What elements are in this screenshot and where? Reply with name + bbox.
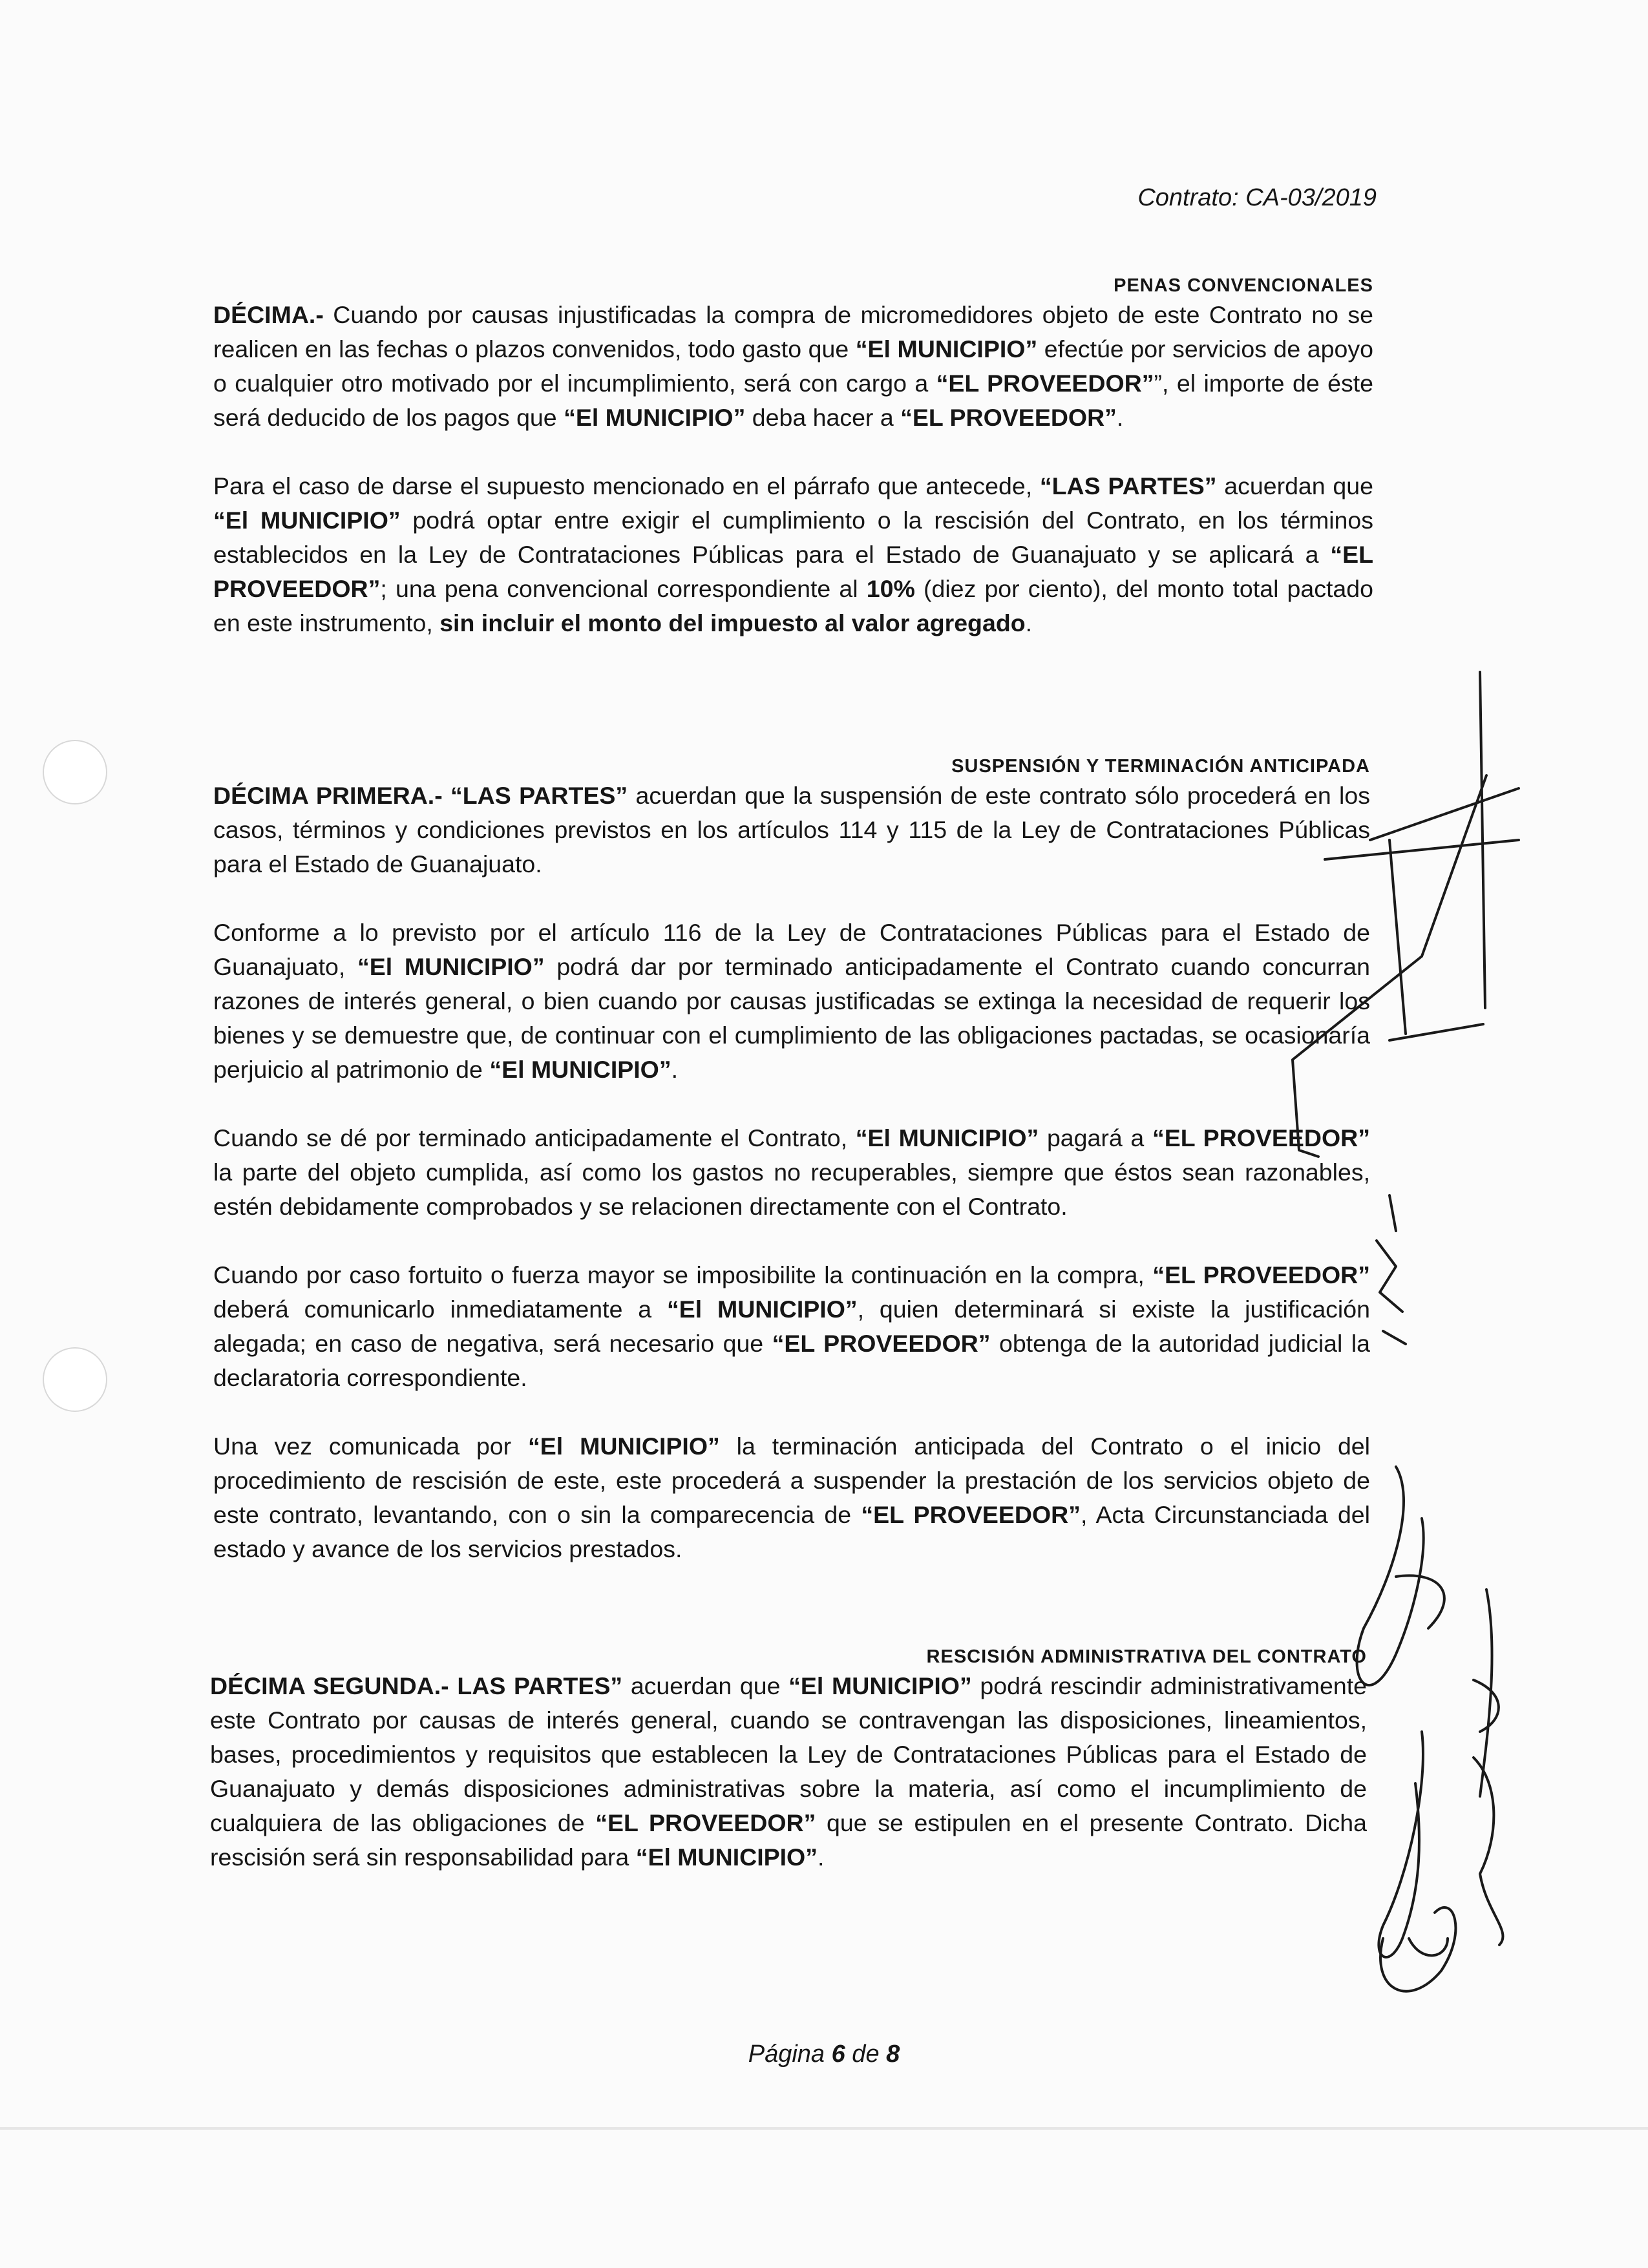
clause-decima: DÉCIMA.- Cuando por causas injustificadas la compra de micromedidores objeto de este Contrato no se realicen en las fechas o plazos convenidos, todo gasto que “El MUNICIPIO” efectúe por servicios de apoyo o cualquier otro motivado por el incumplimiento, será con cargo a “EL PROVEEDOR””, el importe de éste será deducido de los pagos que “El MUNICIPIO” deba hacer a “EL PROVEEDOR”. xyxy=(213,301,1374,431)
punch-hole-bottom xyxy=(43,1347,107,1412)
contract-reference: Contrato: CA-03/2019 xyxy=(1137,184,1377,211)
paragraph: Cuando por caso fortuito o fuerza mayor se imposibilite la continuación en la compra, “EL PROVEEDOR” deberá comunicarlo inmediatamente a “El MUNICIPIO”, quien determinará si existe la justificación alegada; en caso de negativa, será necesario que “EL PROVEEDOR” obtenga de la autoridad judicial la declaratoria correspondiente. xyxy=(213,1261,1371,1391)
section-penas-convencionales xyxy=(213,275,1373,640)
scan-edge xyxy=(0,2127,1648,2130)
punch-hole-top xyxy=(43,740,107,804)
signature-mark-6 xyxy=(1380,1907,1455,1991)
clause-decima-segunda: DÉCIMA SEGUNDA.- LAS PARTES” acuerdan que “El MUNICIPIO” podrá rescindir administrativamente este Contrato por causas de interés general, cuando se contravengan las disposiciones, lineamientos, bases, procedimientos y requisitos que establecen la Ley de Contrataciones Públicas para el Estado de Guanajuato y demás disposiciones administrativas sobre la materia, así como el incumplimiento de cualquiera de las obligaciones de “EL PROVEEDOR” que se estipulen en el presente Contrato. Dicha rescisión será sin responsabilidad para “El MUNICIPIO”. xyxy=(210,1672,1368,1871)
paragraph: Conforme a lo previsto por el artículo 116 de la Ley de Contrataciones Públicas para el Estado de Guanajuato, “El MUNICIPIO” podrá dar por terminado anticipadamente el Contrato cuando concurran razones de interés general, o bien cuando por causas justificadas se extinga la necesidad de requerir los bienes y se demuestre que, de continuar con el cumplimiento de las obligaciones pactadas, se ocasionaría perjuicio al patrimonio de “El MUNICIPIO”. xyxy=(213,919,1370,1083)
signature-mark-5 xyxy=(1474,1590,1503,1945)
section-heading: SUSPENSIÓN Y TERMINACIÓN ANTICIPADA xyxy=(951,756,1370,777)
section-rescision xyxy=(210,1646,1367,1874)
section-heading: RESCISIÓN ADMINISTRATIVA DEL CONTRATO xyxy=(926,1646,1367,1667)
section-heading: PENAS CONVENCIONALES xyxy=(1114,275,1373,296)
page-number: Página 6 de 8 xyxy=(748,2041,900,2068)
signature-mark-2 xyxy=(1377,1195,1406,1344)
section-suspension xyxy=(213,756,1370,1566)
paragraph: Una vez comunicada por “El MUNICIPIO” la terminación anticipada del Contrato o el inicio del procedimiento de rescisión de este, este procederá a suspender la prestación de los servicios objeto de este contrato, levantando, con o sin la comparecencia de “EL PROVEEDOR”, Acta Circunstanciada del estado y avance de los servicios prestados. xyxy=(213,1433,1370,1562)
paragraph: Cuando se dé por terminado anticipadamente el Contrato, “El MUNICIPIO” pagará a “EL PROVEEDOR” la parte del objeto cumplida, así como los gastos no recuperables, siempre que éstos sean razonables, estén debidamente comprobados y se relacionen directamente con el Contrato. xyxy=(213,1124,1370,1220)
paragraph: Para el caso de darse el supuesto mencionado en el párrafo que antecede, “LAS PARTES” acuerdan que “El MUNICIPIO” podrá optar entre exigir el cumplimiento o la rescisión del Contrato, en los términos establecidos en la Ley de Contrataciones Públicas para el Estado de Guanajuato y se aplicará a “EL PROVEEDOR”; una pena convencional correspondiente al 10% (diez por ciento), del monto total pactado en este instrumento, sin incluir el monto del impuesto al valor agregado. xyxy=(213,472,1374,636)
signature-mark-4 xyxy=(1379,1732,1448,1957)
clause-decima-primera: DÉCIMA PRIMERA.- “LAS PARTES” acuerdan que la suspensión de este contrato sólo procederá en los casos, términos y condiciones previstos en los artículos 114 y 115 de la Ley de Contrataciones Públicas para el Estado de Guanajuato. xyxy=(213,782,1370,877)
